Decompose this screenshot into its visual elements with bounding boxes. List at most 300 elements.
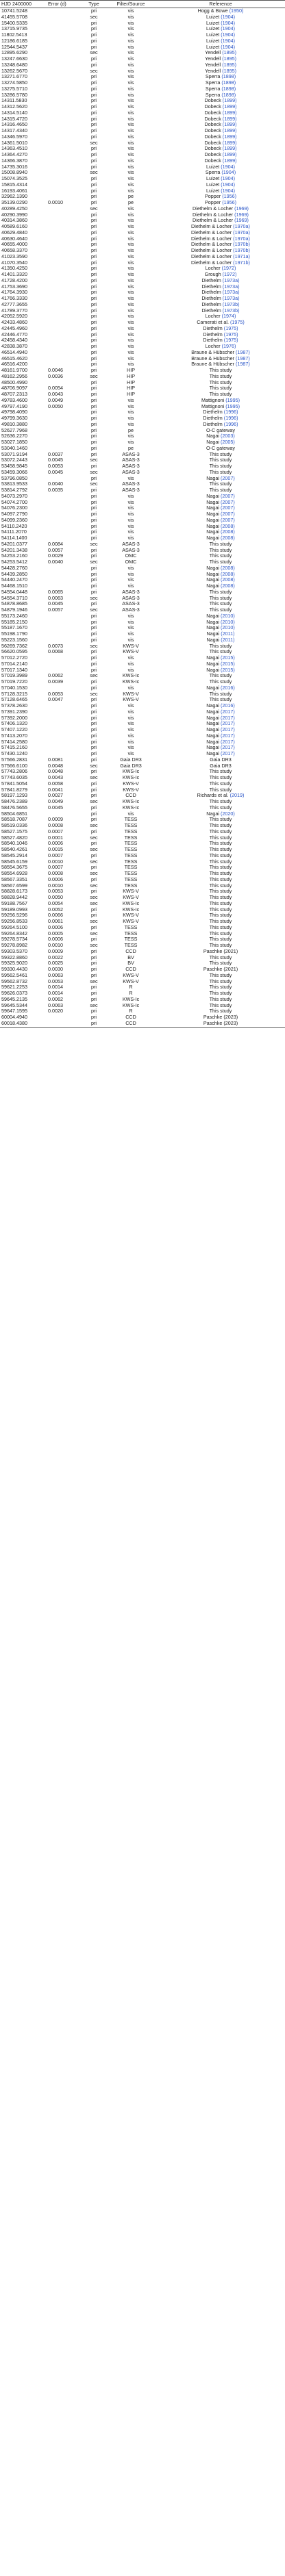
reference-author: Nagai	[206, 661, 219, 667]
reference-year-link[interactable]: (1970a)	[233, 224, 250, 230]
reference-author: Dobeck	[204, 116, 221, 122]
reference-year-link[interactable]: (1974)	[221, 314, 236, 320]
reference-author: Nagai	[206, 523, 219, 529]
reference-year-link[interactable]: (2008)	[221, 523, 235, 529]
table-row	[0, 302, 285, 308]
reference-author: Popper	[205, 200, 221, 206]
cell-hjd: 57017.1340	[1, 667, 27, 673]
cell-filter-source: vis	[127, 14, 134, 20]
reference-year-link[interactable]: (2017)	[221, 709, 235, 715]
reference-year-link[interactable]: (1899)	[222, 140, 237, 146]
cell-hjd: 54879.1946	[1, 607, 27, 613]
reference-year-link[interactable]: (1899)	[222, 122, 237, 128]
reference-author: Diethelm	[201, 296, 221, 302]
header-reference: Reference	[156, 1, 285, 8]
cell-filter-source: vis	[127, 235, 134, 242]
table-row	[0, 984, 285, 991]
cell-type: pri	[91, 379, 97, 385]
reference-year-link[interactable]: (1975)	[230, 320, 245, 326]
table-row	[0, 404, 285, 410]
cell-type: sec	[90, 799, 98, 805]
cell-error	[47, 620, 82, 626]
cell-filter-source: vis	[127, 715, 134, 721]
reference-year-link[interactable]: (2007)	[221, 493, 235, 499]
cell-reference	[156, 254, 285, 260]
reference-year-link[interactable]: (1973a)	[222, 277, 240, 283]
reference-year-link[interactable]: (1899)	[222, 146, 237, 152]
table-body	[0, 8, 285, 1028]
reference-author: Hogg & Bowe	[197, 8, 228, 14]
cell-error: 0.0049	[48, 799, 63, 805]
reference-year-link[interactable]: (2008)	[221, 577, 235, 583]
reference-author: This study	[209, 936, 232, 943]
cell-hjd: 42838.3870	[1, 344, 27, 350]
cell-hjd: 41070.3540	[1, 259, 27, 266]
reference-year-link[interactable]: (2010)	[221, 625, 235, 631]
reference-year-link[interactable]: (1971a)	[233, 253, 250, 259]
reference-year-link[interactable]: (2007)	[221, 499, 235, 505]
cell-hjd: 52636.2270	[1, 433, 27, 439]
cell-hjd: 57014.2140	[1, 661, 27, 667]
cell-error	[47, 56, 82, 62]
cell-filter-source: pe	[128, 194, 134, 200]
reference-year-link[interactable]: (2005)	[221, 439, 235, 446]
cell-type: pri	[91, 259, 97, 266]
cell-error: 0.0052	[48, 906, 63, 913]
reference-year-link[interactable]: (1975)	[223, 337, 238, 344]
cell-type: pri	[91, 283, 97, 290]
reference-author: Nagai	[206, 613, 219, 619]
cell-reference	[156, 895, 285, 901]
cell-reference	[156, 565, 285, 572]
cell-hjd: 49797.4190	[1, 403, 27, 409]
cell-type: pri	[91, 62, 97, 68]
cell-type: pri	[91, 218, 97, 224]
reference-year-link[interactable]: (1969)	[234, 205, 249, 212]
reference-author: This study	[209, 1002, 232, 1008]
reference-year-link[interactable]: (1895)	[222, 56, 237, 62]
cell-hjd: 42052.5920	[1, 314, 27, 320]
reference-year-link[interactable]: (1904)	[221, 181, 235, 188]
table-row	[0, 967, 285, 973]
cell-error	[47, 21, 82, 27]
reference-year-link[interactable]: (1904)	[221, 38, 235, 44]
cell-hjd: 54253.2160	[1, 553, 27, 559]
reference-year-link[interactable]: (2017)	[221, 732, 235, 739]
cell-reference	[156, 787, 285, 793]
cell-type: pri	[91, 385, 97, 392]
reference-author: Diethelm & Locher	[191, 229, 232, 235]
cell-type: pri	[91, 619, 97, 625]
table-row	[0, 278, 285, 284]
cell-reference	[156, 194, 285, 200]
cell-type: sec	[90, 140, 98, 146]
reference-year-link[interactable]: (2015)	[221, 655, 235, 661]
cell-filter-source: vis	[127, 26, 134, 32]
table-row	[0, 374, 285, 380]
cell-hjd: 11802.5413	[1, 32, 27, 38]
reference-year-link[interactable]: (1995)	[225, 397, 240, 403]
reference-author: Diethelm & Locher	[191, 259, 232, 266]
cell-type: pri	[91, 769, 97, 775]
reference-author: Sperra	[205, 170, 221, 176]
reference-year-link[interactable]: (1987)	[235, 361, 250, 368]
cell-filter-source: KWS-V	[123, 972, 139, 978]
cell-reference	[156, 1003, 285, 1009]
reference-year-link[interactable]: (1898)	[221, 80, 236, 86]
reference-year-link[interactable]: (2011)	[221, 631, 235, 637]
cell-reference	[156, 374, 285, 380]
reference-year-link[interactable]: (2017)	[221, 721, 235, 727]
cell-type: pri	[91, 984, 97, 991]
reference-author: Yendell	[204, 68, 221, 74]
cell-hjd: 40655.4000	[1, 242, 27, 248]
reference-year-link[interactable]: (1899)	[222, 104, 237, 110]
reference-year-link[interactable]: (1956)	[222, 200, 236, 206]
reference-year-link[interactable]: (1904)	[221, 170, 236, 176]
cell-type: pri	[91, 709, 97, 715]
reference-year-link[interactable]: (1898)	[221, 74, 236, 80]
cell-error	[47, 104, 82, 110]
cell-reference	[156, 470, 285, 476]
reference-year-link[interactable]: (2016)	[221, 685, 235, 691]
reference-year-link[interactable]: (2015)	[221, 667, 235, 673]
reference-year-link[interactable]: (2019)	[230, 793, 245, 799]
header-type: Type	[82, 1, 106, 8]
reference-year-link[interactable]: (1973b)	[222, 307, 240, 314]
cell-type: pri	[91, 314, 97, 320]
reference-year-link[interactable]: (1904)	[221, 14, 235, 20]
cell-type: pri	[91, 667, 97, 673]
reference-year-link[interactable]: (1904)	[221, 188, 235, 194]
reference-year-link[interactable]: (1969)	[234, 212, 249, 218]
cell-error: 0.0041	[48, 787, 63, 793]
reference-year-link[interactable]: (2010)	[221, 619, 235, 625]
reference-author: This study	[209, 487, 232, 494]
reference-year-link[interactable]: (1899)	[222, 157, 237, 164]
table-row	[0, 470, 285, 476]
cell-filter-source: BV	[127, 960, 134, 967]
reference-author: Locher	[205, 266, 221, 272]
cell-filter-source: vis	[127, 721, 134, 727]
cell-type: sec	[90, 50, 98, 56]
cell-filter-source: TESS	[124, 841, 138, 847]
reference-author: Dobeck	[204, 98, 221, 104]
reference-year-link[interactable]: (2003)	[221, 433, 235, 439]
reference-author: Nagai	[206, 709, 219, 715]
cell-type: sec	[90, 978, 98, 984]
cell-filter-source: pe	[128, 200, 134, 206]
reference-year-link[interactable]: (1971b)	[233, 259, 250, 266]
reference-year-link[interactable]: (1895)	[222, 50, 237, 56]
reference-year-link[interactable]: (2007)	[221, 475, 235, 481]
table-row	[0, 643, 285, 650]
reference-year-link[interactable]: (1987)	[235, 355, 250, 361]
reference-year-link[interactable]: (1970b)	[233, 248, 250, 254]
reference-year-link[interactable]: (1973a)	[222, 296, 240, 302]
cell-error: 0.0009	[48, 817, 63, 823]
cell-error	[47, 422, 82, 428]
reference-year-link[interactable]: (1904)	[221, 20, 235, 26]
reference-author: This study	[209, 919, 232, 925]
cell-reference	[156, 170, 285, 176]
reference-author: Paschke (2021)	[203, 967, 238, 973]
cell-reference	[156, 655, 285, 661]
reference-year-link[interactable]: (1996)	[223, 416, 238, 422]
reference-year-link[interactable]: (1972)	[221, 266, 236, 272]
reference-year-link[interactable]: (1995)	[225, 403, 240, 409]
reference-year-link[interactable]: (1904)	[221, 176, 235, 182]
cell-hjd: 14312.5620	[1, 104, 27, 110]
reference-author: This study	[209, 368, 232, 374]
cell-error: 0.0043	[48, 392, 63, 398]
cell-reference	[156, 146, 285, 152]
table-row	[0, 457, 285, 463]
reference-year-link[interactable]: (1904)	[221, 26, 235, 32]
reference-author: Nagai	[206, 637, 220, 643]
reference-year-link[interactable]: (1904)	[221, 44, 235, 50]
cell-hjd: 41764.3930	[1, 290, 27, 296]
table-row	[0, 601, 285, 607]
reference-author: Nagai	[206, 433, 219, 439]
reference-year-link[interactable]: (1899)	[222, 98, 237, 104]
reference-author: Nagai	[206, 565, 219, 571]
table-row	[0, 158, 285, 164]
cell-error	[47, 751, 82, 757]
cell-reference	[156, 56, 285, 62]
reference-year-link[interactable]: (2007)	[221, 505, 235, 511]
cell-hjd: 12895.6290	[1, 50, 27, 56]
cell-filter-source: vis	[127, 739, 134, 745]
reference-year-link[interactable]: (1899)	[222, 152, 237, 158]
reference-author: Diethelm & Locher	[193, 218, 234, 224]
reference-year-link[interactable]: (1950)	[229, 8, 244, 14]
cell-error: 0.0015	[48, 847, 63, 853]
cell-reference	[156, 32, 285, 38]
reference-year-link[interactable]: (1970a)	[233, 229, 250, 235]
cell-type: pri	[91, 655, 97, 661]
reference-year-link[interactable]: (2007)	[221, 511, 235, 518]
cell-reference	[156, 721, 285, 727]
cell-hjd: 58545.2914	[1, 852, 27, 858]
cell-filter-source: vis	[127, 703, 134, 709]
reference-author: This study	[209, 828, 232, 834]
reference-year-link[interactable]: (2008)	[221, 583, 235, 589]
cell-type: sec	[90, 895, 98, 901]
cell-type: pri	[91, 421, 97, 427]
cell-reference	[156, 620, 285, 626]
table-row	[0, 206, 285, 212]
cell-filter-source: KWS-Ic	[122, 996, 140, 1002]
reference-author: This study	[209, 924, 232, 930]
reference-year-link[interactable]: (1895)	[222, 68, 237, 74]
reference-year-link[interactable]: (1976)	[221, 344, 236, 350]
cell-type: pri	[91, 397, 97, 403]
reference-year-link[interactable]: (1973a)	[222, 283, 240, 290]
reference-author: This study	[209, 457, 232, 463]
table-row	[0, 721, 285, 727]
cell-reference	[156, 889, 285, 895]
cell-error: 0.0073	[48, 643, 63, 649]
cell-filter-source: KWS-V	[123, 919, 139, 925]
reference-year-link[interactable]: (1898)	[221, 92, 236, 98]
cell-reference	[156, 518, 285, 524]
reference-author: Mattignoni	[201, 397, 225, 403]
header-filter-source: Filter/Source	[106, 1, 156, 8]
table-row	[0, 50, 285, 56]
table-row	[0, 709, 285, 715]
cell-type: pri	[91, 751, 97, 757]
cell-filter-source: Gaia DR3	[120, 756, 142, 763]
table-row	[0, 620, 285, 626]
cell-reference	[156, 979, 285, 985]
reference-year-link[interactable]: (1904)	[221, 164, 235, 170]
table-row	[0, 200, 285, 206]
reference-year-link[interactable]: (1973a)	[222, 290, 240, 296]
cell-reference	[156, 559, 285, 565]
cell-filter-source: vis	[127, 176, 134, 182]
cell-filter-source: HIP	[127, 373, 135, 379]
reference-author: This study	[209, 889, 232, 895]
cell-filter-source: vis	[127, 253, 134, 259]
cell-reference	[156, 158, 285, 164]
reference-year-link[interactable]: (2017)	[221, 739, 235, 745]
reference-year-link[interactable]: (1899)	[222, 133, 237, 140]
reference-year-link[interactable]: (2017)	[221, 751, 235, 757]
reference-year-link[interactable]: (2008)	[221, 565, 235, 571]
reference-year-link[interactable]: (1899)	[222, 128, 237, 134]
table-row	[0, 439, 285, 446]
table-row	[0, 368, 285, 374]
reference-year-link[interactable]: (2017)	[221, 715, 235, 721]
reference-year-link[interactable]: (1972)	[222, 272, 237, 278]
cell-error: 0.0007	[48, 828, 63, 834]
cell-type: pri	[91, 493, 97, 499]
cell-error	[47, 625, 82, 631]
reference-year-link[interactable]: (1969)	[234, 218, 249, 224]
reference-author: Luizet	[206, 26, 220, 32]
cell-reference	[156, 8, 285, 14]
reference-year-link[interactable]: (1956)	[222, 194, 236, 200]
table-row	[0, 463, 285, 470]
reference-year-link[interactable]: (1973b)	[222, 301, 240, 307]
cell-type: pri	[91, 80, 97, 86]
reference-year-link[interactable]: (1996)	[223, 421, 238, 427]
reference-year-link[interactable]: (1898)	[221, 86, 236, 92]
cell-reference	[156, 266, 285, 272]
cell-type: pri	[91, 804, 97, 811]
reference-year-link[interactable]: (2011)	[221, 637, 235, 643]
cell-error	[47, 715, 82, 722]
reference-author: This study	[209, 852, 232, 858]
cell-filter-source: vis	[127, 218, 134, 224]
cell-hjd: 54076.2300	[1, 505, 27, 511]
reference-author: Nagai	[206, 745, 219, 751]
cell-reference	[156, 853, 285, 859]
reference-year-link[interactable]: (2008)	[221, 535, 235, 541]
cell-filter-source: TESS	[124, 823, 138, 829]
reference-year-link[interactable]: (2015)	[221, 661, 235, 667]
table-row	[0, 242, 285, 248]
cell-hjd: 12544.5437	[1, 44, 27, 50]
cell-hjd: 49783.4600	[1, 397, 27, 403]
cell-type: pri	[91, 571, 97, 577]
cell-reference	[156, 811, 285, 817]
cell-hjd: 54111.2070	[1, 529, 27, 535]
reference-year-link[interactable]: (1996)	[223, 409, 238, 416]
reference-year-link[interactable]: (1970b)	[233, 242, 250, 248]
cell-filter-source: vis	[127, 146, 134, 152]
cell-filter-source: TESS	[124, 865, 138, 871]
reference-author: Nagai	[206, 631, 220, 637]
reference-year-link[interactable]: (1987)	[235, 349, 250, 355]
reference-year-link[interactable]: (1975)	[223, 325, 238, 331]
reference-year-link[interactable]: (2008)	[221, 529, 235, 535]
reference-year-link[interactable]: (2020)	[221, 811, 235, 817]
cell-filter-source: KWS-Ic	[122, 679, 140, 685]
table-row	[0, 823, 285, 829]
cell-reference	[156, 337, 285, 344]
table-row	[0, 68, 285, 75]
reference-year-link[interactable]: (1895)	[222, 62, 237, 68]
cell-error	[47, 146, 82, 152]
cell-type: pri	[91, 793, 97, 799]
reference-year-link[interactable]: (1899)	[222, 116, 237, 122]
cell-reference	[156, 643, 285, 650]
reference-year-link[interactable]: (1904)	[221, 32, 235, 38]
cell-error	[47, 44, 82, 51]
cell-error: 0.0010	[48, 943, 63, 949]
cell-reference	[156, 404, 285, 410]
cell-hjd: 14364.4270	[1, 152, 27, 158]
reference-year-link[interactable]: (1975)	[223, 331, 238, 337]
cell-type: pri	[91, 553, 97, 559]
reference-author: Nagai	[206, 715, 219, 721]
cell-error: 0.0084	[48, 541, 63, 547]
cell-type: sec	[90, 595, 98, 601]
reference-year-link[interactable]: (2017)	[221, 727, 235, 733]
cell-hjd: 55187.1670	[1, 625, 27, 631]
cell-error: 0.0045	[48, 457, 63, 463]
reference-year-link[interactable]: (1899)	[222, 110, 237, 116]
cell-type: pri	[91, 487, 97, 494]
reference-author: Nagai	[206, 732, 219, 739]
reference-year-link[interactable]: (2010)	[221, 613, 235, 619]
reference-author: Nagai	[206, 475, 219, 481]
cell-reference	[156, 74, 285, 80]
reference-year-link[interactable]: (2017)	[221, 745, 235, 751]
cell-type: pri	[91, 349, 97, 355]
cell-error: 0.0066	[48, 913, 63, 919]
reference-year-link[interactable]: (2007)	[221, 517, 235, 523]
cell-type: pri	[91, 194, 97, 200]
reference-year-link[interactable]: (1970a)	[233, 235, 250, 242]
cell-error: 0.0040	[48, 481, 63, 487]
reference-year-link[interactable]: (2016)	[221, 703, 235, 709]
cell-reference	[156, 236, 285, 242]
cell-reference	[156, 625, 285, 631]
reference-year-link[interactable]: (2008)	[221, 571, 235, 577]
reference-author: This study	[209, 978, 232, 984]
cell-error	[47, 613, 82, 620]
cell-error	[47, 62, 82, 68]
reference-author: Sperra	[205, 74, 221, 80]
cell-reference	[156, 727, 285, 733]
cell-reference	[156, 865, 285, 871]
reference-author: Yendell	[204, 50, 221, 56]
cell-hjd: 59188.7567	[1, 900, 27, 906]
table-row	[0, 146, 285, 152]
